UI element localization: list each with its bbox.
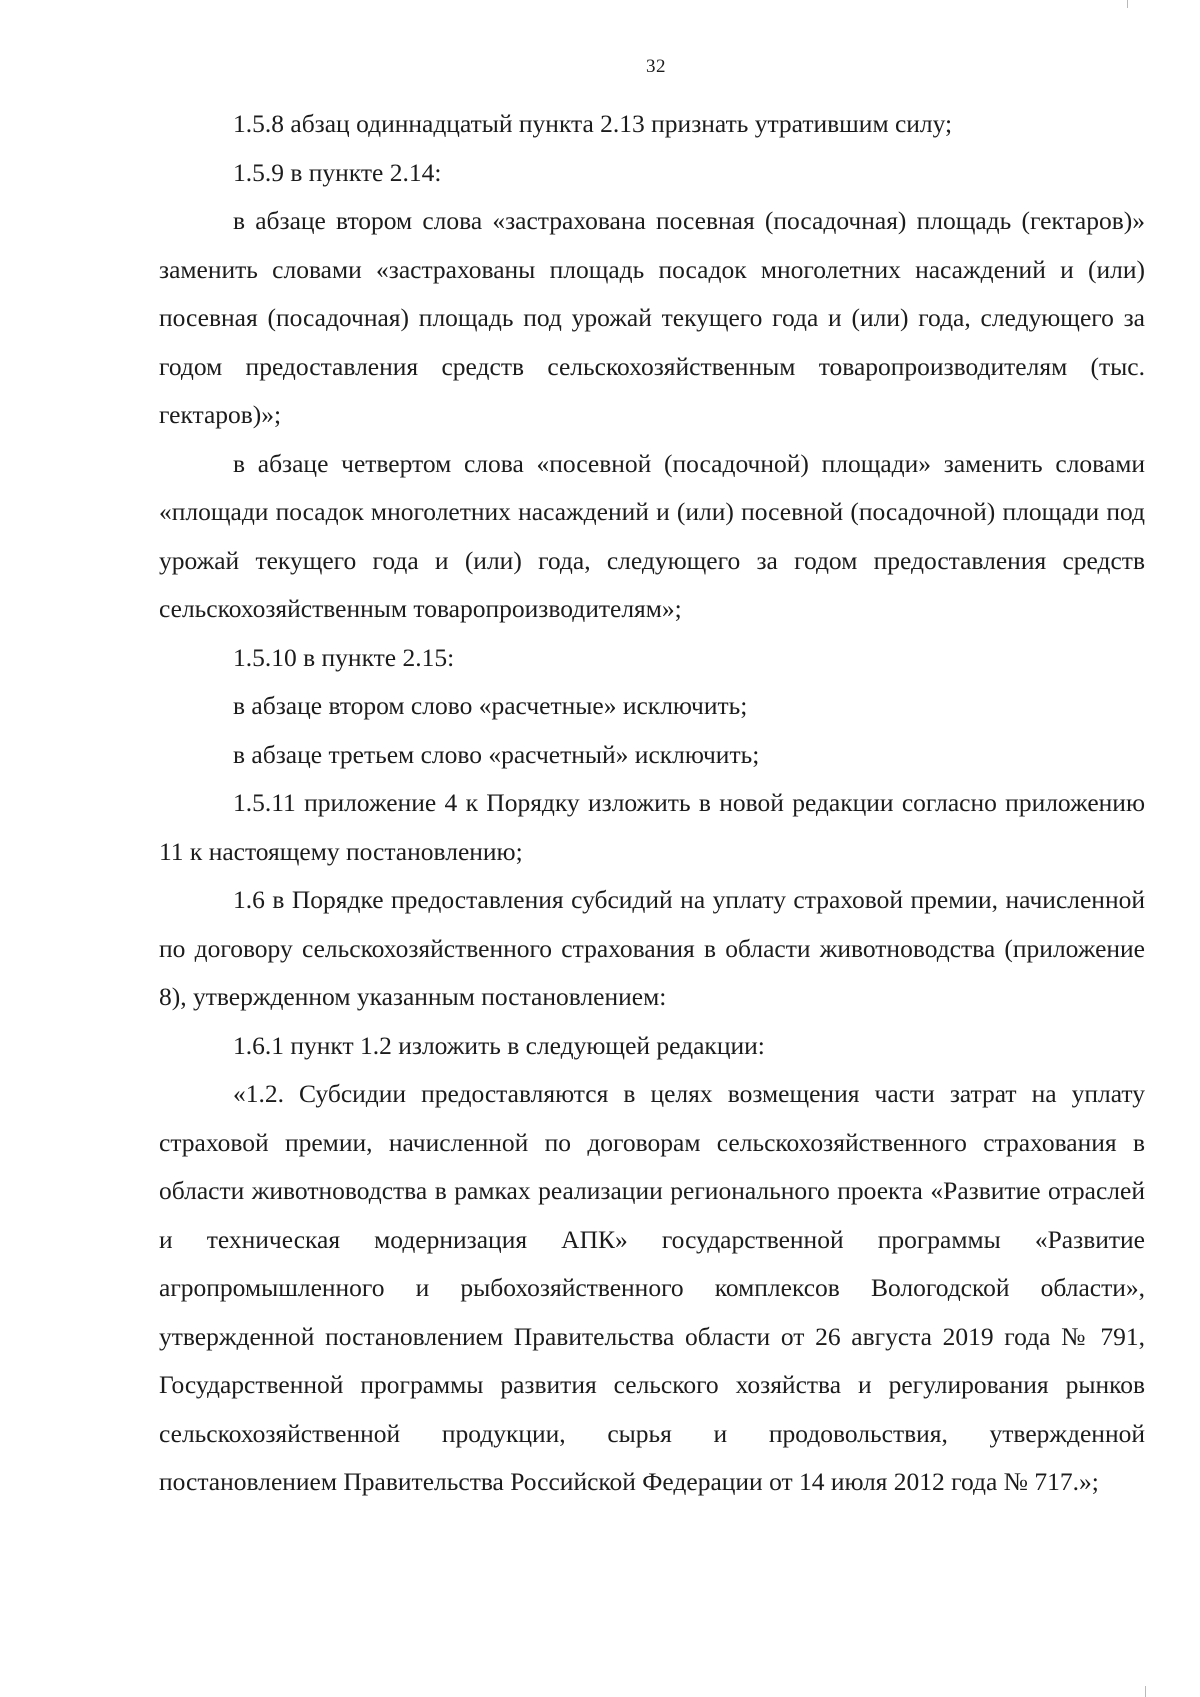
paragraph-1-5-11: 1.5.11 приложение 4 к Порядку изложить в новой редакции согласно приложению 11 к настоящему постановлению; bbox=[159, 788, 1145, 866]
scan-edge-mark bbox=[1127, 0, 1128, 8]
paragraph-abzac-chetvertom-2-14: в абзаце четвертом слова «посевной (посадочной) площади» заменить словами «площади посадок многолетних насаждений и (или) посевной (посадочной) площади под урожай текущего года и (или) года, следующего за годом предоставления средств сельскохозяйственным товаропроизводителям»; bbox=[159, 448, 1145, 623]
paragraph-1-5-8: 1.5.8 абзац одиннадцатый пункта 2.13 признать утратившим силу; bbox=[233, 109, 953, 138]
paragraph-abzac-vtorom-2-14: в абзаце втором слова «застрахована посевная (посадочная) площадь (гектаров)» заменить словами «застрахованы площадь посадок многолетних насаждений и (или) посевная (посадочная) площадь под урожай текущего года и (или) года, следующего за годом предоставления средств сельскохозяйственным товаропроизводителям (тыс. гектаров)»; bbox=[159, 206, 1145, 429]
scan-edge-mark bbox=[1145, 1686, 1146, 1697]
paragraph-quoted-1-2: «1.2. Субсидии предоставляются в целях возмещения части затрат на уплату страховой премии, начисленной по договорам сельскохозяйственного страхования в области животноводства в рамках реализации регионального проекта «Развитие отраслей и техническая модернизация АПК» государственной программы «Развитие агропромышленного и рыбохозяйственного комплексов Вологодской области», утвержденной постановлением Правительства области от 26 августа 2019 года № 791, Государственной программы развития сельского хозяйства и регулирования рынков сельскохозяйственной продукции, сырья и продовольствия, утвержденной постановлением Правительства Российской Федерации от 14 июля 2012 года № 717.»; bbox=[159, 1079, 1145, 1496]
paragraph-abzac-tretem-2-15: в абзаце третьем слово «расчетный» исключить; bbox=[233, 739, 760, 769]
document-body bbox=[159, 100, 1145, 1507]
paragraph-1-5-10: 1.5.10 в пункте 2.15: bbox=[233, 642, 455, 672]
paragraph-abzac-vtorom-2-15: в абзаце втором слово «расчетные» исключить; bbox=[233, 691, 748, 720]
page-number: 32 bbox=[646, 56, 666, 77]
paragraph-1-6: 1.6 в Порядке предоставления субсидий на уплату страховой премии, начисленной по договору сельскохозяйственного страхования в области животноводства (приложение 8), утвержденном указанным постановлением: bbox=[159, 885, 1145, 1011]
paragraph-1-5-9: 1.5.9 в пункте 2.14: bbox=[233, 157, 442, 187]
paragraph-1-6-1: 1.6.1 пункт 1.2 изложить в следующей редакции: bbox=[233, 1030, 765, 1060]
